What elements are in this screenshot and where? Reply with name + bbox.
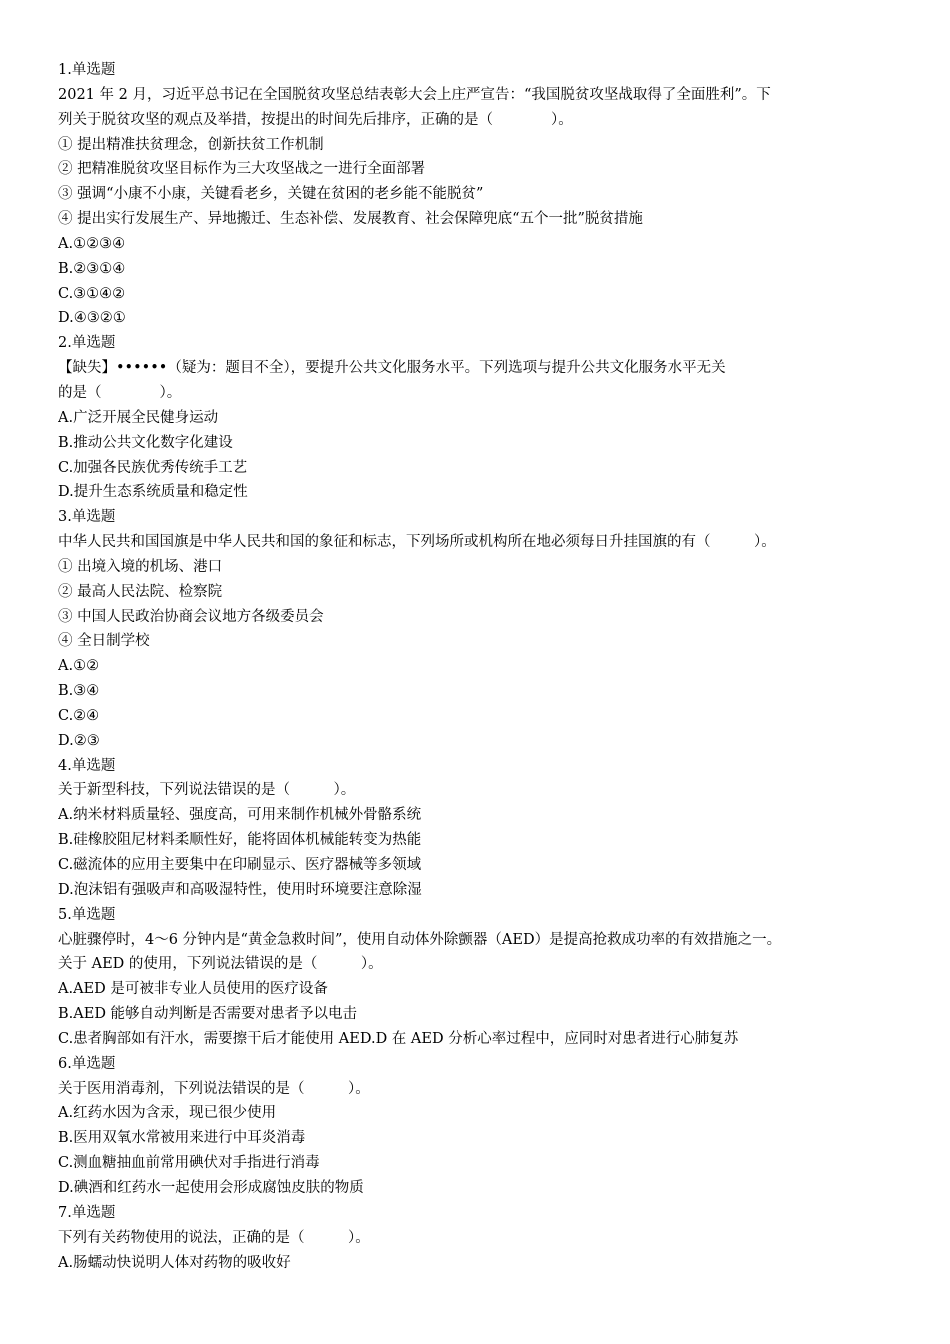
statement-item: ④ 提出实行发展生产、异地搬迁、生态补偿、发展教育、社会保障兜底“五个一批”脱贫措施	[58, 211, 643, 228]
question-header: 2.单选题	[58, 335, 116, 352]
answer-option: A.①②	[58, 658, 100, 675]
answer-option: C.测血糖抽血前常用碘伏对手指进行消毒	[58, 1155, 320, 1172]
answer-option: B.推动公共文化数字化建设	[58, 434, 233, 451]
question-stem-line: 关于 AED 的使用，下列说法错误的是（ ）。	[58, 956, 383, 973]
question-block	[58, 754, 898, 903]
question-block	[58, 1201, 898, 1276]
question-block	[58, 1052, 898, 1201]
statement-item: ① 出境入境的机场、港口	[58, 558, 223, 575]
question-stem-line: 2021 年 2 月，习近平总书记在全国脱贫攻坚总结表彰大会上庄严宣告：“我国脱贫攻坚战取得了全面胜利”。下	[58, 86, 771, 103]
answer-option: D.②③	[58, 732, 100, 749]
answer-option: C.加强各民族优秀传统手工艺	[58, 459, 248, 476]
answer-option: D.提升生态系统质量和稳定性	[58, 484, 248, 501]
question-block	[58, 58, 898, 331]
question-stem-line: 中华人民共和国国旗是中华人民共和国的象征和标志，下列场所或机构所在地必须每日升挂国旗的有（ ）。	[58, 534, 776, 551]
statement-item: ③ 中国人民政治协商会议地方各级委员会	[58, 608, 324, 625]
answer-option: A.①②③④	[58, 235, 126, 252]
answer-option: B.硅橡胶阻尼材料柔顺性好，能将固体机械能转变为热能	[58, 832, 422, 849]
question-stem-line: 关于医用消毒剂，下列说法错误的是（ ）。	[58, 1080, 370, 1097]
question-header: 4.单选题	[58, 757, 116, 774]
question-stem-line: 列关于脱贫攻坚的观点及举措，按提出的时间先后排序，正确的是（ ）。	[58, 111, 573, 128]
question-header: 5.单选题	[58, 906, 116, 923]
statement-item: ③ 强调“小康不小康，关键看老乡，关键在贫困的老乡能不能脱贫”	[58, 186, 484, 203]
answer-option: C.③①④②	[58, 285, 126, 302]
answer-option: D.④③②①	[58, 310, 126, 327]
answer-option: A.AED 是可被非专业人员使用的医疗设备	[58, 981, 328, 998]
question-stem-line: 关于新型科技，下列说法错误的是（ ）。	[58, 782, 356, 799]
question-block	[58, 903, 898, 1052]
answer-option: A.肠蠕动快说明人体对药物的吸收好	[58, 1254, 291, 1271]
answer-option: D.泡沫铝有强吸声和高吸湿特性，使用时环境要注意除湿	[58, 881, 422, 898]
question-header: 3.单选题	[58, 509, 116, 526]
answer-option: B.AED 能够自动判断是否需要对患者予以电击	[58, 1006, 358, 1023]
statement-item: ④ 全日制学校	[58, 633, 150, 650]
question-stem-line: 心脏骤停时，4～6 分钟内是“黄金急救时间”，使用自动体外除颤器（AED）是提高抢救成功率的有效措施之一。	[58, 931, 782, 948]
question-stem-line: 【缺失】••••••（疑为：题目不全），要提升公共文化服务水平。下列选项与提升公共文化服务水平无关	[58, 360, 726, 377]
statement-item: ② 把精准脱贫攻坚目标作为三大攻坚战之一进行全面部署	[58, 161, 426, 178]
answer-option: A.红药水因为含汞，现已很少使用	[58, 1105, 277, 1122]
question-stem-line: 下列有关药物使用的说法，正确的是（ ）。	[58, 1229, 370, 1246]
question-block	[58, 505, 898, 753]
statement-item: ② 最高人民法院、检察院	[58, 583, 223, 600]
question-header: 1.单选题	[58, 62, 116, 78]
statement-item: ① 提出精准扶贫理念，创新扶贫工作机制	[58, 136, 324, 153]
answer-option: B.医用双氧水常被用来进行中耳炎消毒	[58, 1130, 306, 1147]
answer-option: D.碘酒和红药水一起使用会形成腐蚀皮肤的物质	[58, 1179, 364, 1196]
answer-option: A.广泛开展全民健身运动	[58, 409, 219, 426]
answer-option: B.②③①④	[58, 260, 126, 277]
answer-option: B.③④	[58, 683, 100, 700]
answer-option: C.②④	[58, 707, 100, 724]
question-block	[58, 331, 898, 505]
answer-option: C.患者胸部如有汗水，需要擦干后才能使用 AED.D 在 AED 分析心率过程中，应同时对患者进行心肺复苏	[58, 1030, 739, 1047]
question-header: 7.单选题	[58, 1204, 116, 1221]
question-stem-line: 的是（ ）。	[58, 384, 182, 401]
question-header: 6.单选题	[58, 1055, 116, 1072]
answer-option: A.纳米材料质量轻、强度高，可用来制作机械外骨骼系统	[58, 807, 422, 824]
exam-page	[58, 58, 898, 1275]
answer-option: C.磁流体的应用主要集中在印刷显示、医疗器械等多领域	[58, 857, 422, 873]
